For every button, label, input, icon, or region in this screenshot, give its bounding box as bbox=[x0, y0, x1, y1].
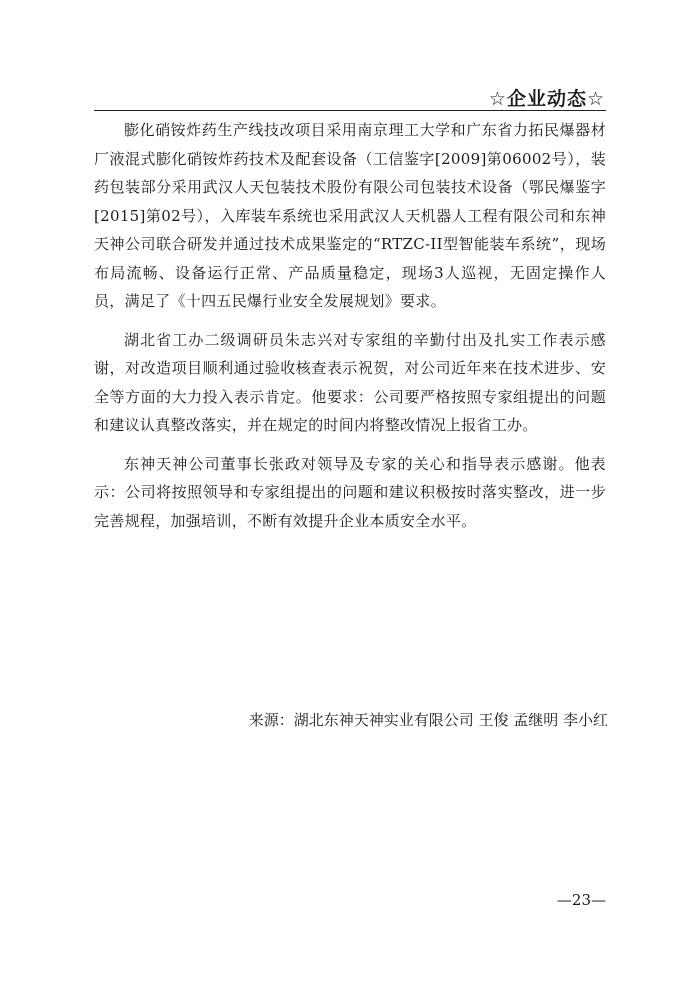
page-number: —23— bbox=[556, 891, 606, 909]
header-rule bbox=[94, 110, 606, 111]
paragraph-3: 东神天神公司董事长张政对领导及专家的关心和指导表示感谢。他表示：公司将按照领导和专家组提出的问题和建议积极按时落实整改，进一步完善规程，加强培训，不断有效提升企业本质安全水平。 bbox=[94, 454, 606, 530]
source-credit: 来源：湖北东神天神实业有限公司 王俊 孟继明 李小红 bbox=[248, 711, 608, 729]
paragraph-1: 膨化硝铵炸药生产线技改项目采用南京理工大学和广东省力拓民爆器材厂液混式膨化硝铵炸药技术及配套设备（工信鉴字[2009]第06002号），装药包装部分采用武汉人天包装技术股份有限公司包装技术设备（鄂民爆鉴字[2015]第02号），入库装车系统也采用武汉人天机器人工程有限公司和东神天神公司联合研发并通过技术成果鉴定的“RTZC-II型智能装车系统”，现场布局流畅、设备运行正常、产品质量稳定，现场3人巡视，无固定操作人员，满足了《十四五民爆行业安全发展规划》要求。 bbox=[94, 121, 606, 310]
paragraph-2: 湖北省工办二级调研员朱志兴对专家组的辛勤付出及扎实工作表示感谢，对改造项目顺利通过验收核查表示祝贺，对公司近年来在技术进步、安全等方面的大力投入表示肯定。他要求：公司要严格按照专家组提出的问题和建议认真整改落实，并在规定的时间内将整改情况上报省工办。 bbox=[94, 330, 606, 434]
section-header-title: ☆企业动态☆ bbox=[488, 88, 605, 110]
article-body bbox=[94, 116, 606, 545]
